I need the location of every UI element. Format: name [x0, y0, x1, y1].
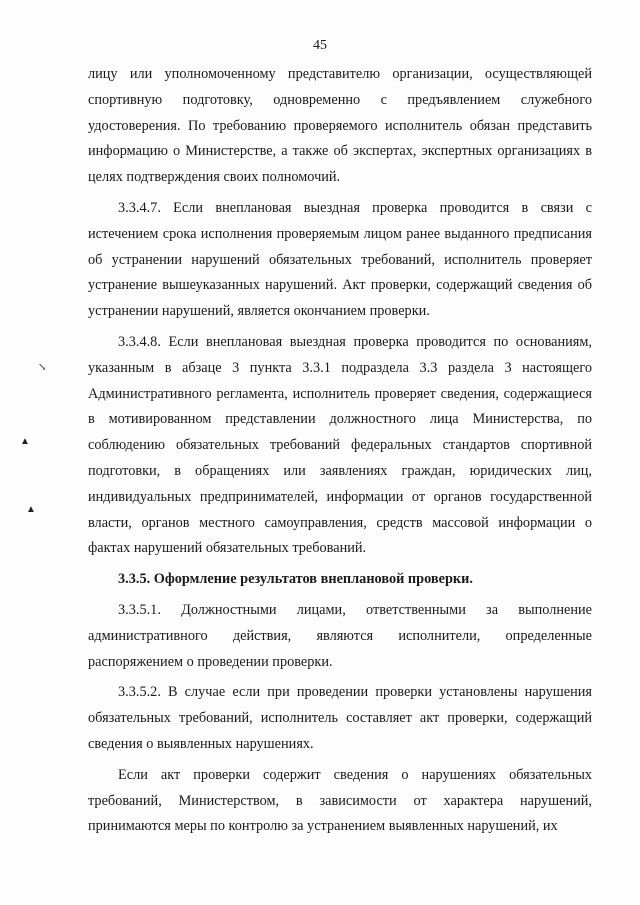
- section-heading-3-3-5: 3.3.5. Оформление результатов внеплановой проверки.: [118, 571, 473, 588]
- page-number: 45: [313, 38, 327, 53]
- document-body: [88, 62, 592, 845]
- paragraph-violations: Если акт проверки содержит сведения о нарушениях обязательных требований, Министерством, в зависимости от характера нарушений, принимаются меры по контролю за устранением выявленных нарушений, их: [88, 766, 592, 835]
- scan-speck: ↘: [38, 362, 47, 373]
- paragraph-3-3-4-7: 3.3.4.7. Если внеплановая выездная проверка проводится в связи с истечением срока исполнения проверяемым лицом ранее выданного предписания об устранении нарушений обязательных требований, исполнитель проверяет устранение вышеуказанных нарушений. Акт проверки, содержащий сведения об устранении нарушений, является окончанием проверки.: [88, 199, 592, 320]
- paragraph-3-3-4-8: 3.3.4.8. Если внеплановая выездная проверка проводится по основаниям, указанным в абзаце 3 пункта 3.3.1 подраздела 3.3 раздела 3 настоящего Административного регламента, исполнитель проверяет сведения, содержащиеся в мотивированном представлении должностного лица Министерства, по соблюдению обязательных требований федеральных стандартов спортивной подготовки, в обращениях или заявлениях граждан, юридических лиц, индивидуальных предпринимателей, информации от органов государственной власти, органов местного самоуправления, средств массовой информации о фактах нарушений обязательных требований.: [88, 333, 592, 557]
- paragraph-continuation: лицу или уполномоченному представителю организации, осуществляющей спортивную подготовку, одновременно с предъявлением служебного удостоверения. По требованию проверяемого исполнитель обязан представить информацию о Министерстве, а также об экспертах, экспертных организациях в целях подтверждения своих полномочий.: [88, 66, 592, 186]
- paragraph-3-3-5-2: 3.3.5.2. В случае если при проведении проверки установлены нарушения обязательных требований, исполнитель составляет акт проверки, содержащий сведения о выявленных нарушениях.: [88, 684, 592, 752]
- scan-speck: ▲: [20, 436, 30, 447]
- paragraph-3-3-5-1: 3.3.5.1. Должностными лицами, ответственными за выполнение административного действия, являются исполнители, определенные распоряжением о проведении проверки.: [88, 601, 592, 670]
- scan-speck: ▲: [26, 504, 36, 515]
